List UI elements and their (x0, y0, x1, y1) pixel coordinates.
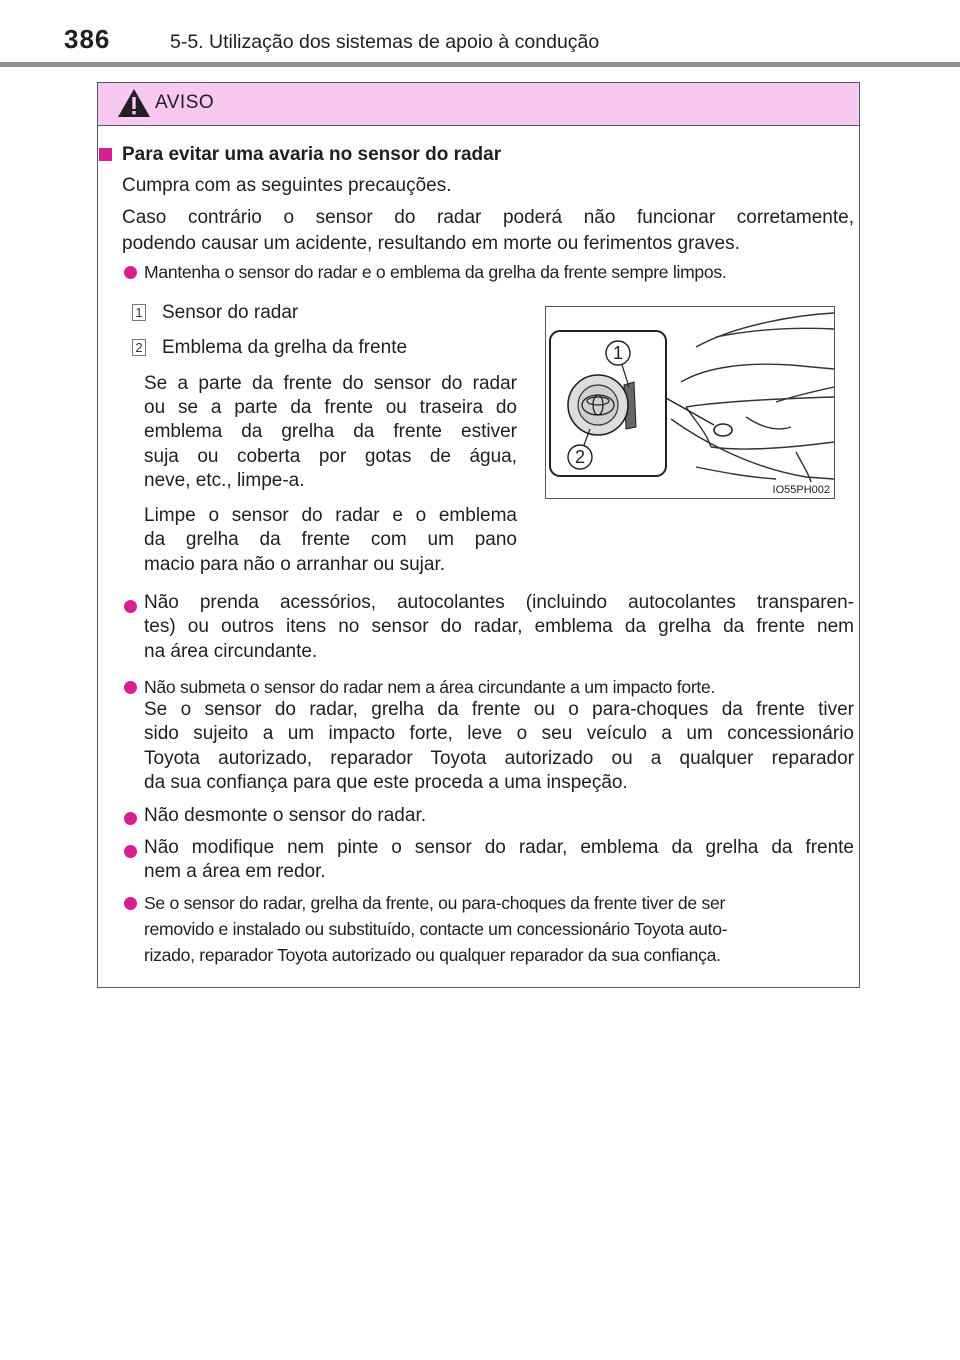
section-square-bullet (99, 148, 112, 161)
svg-text:1: 1 (612, 343, 624, 363)
clean-text-line-1: Limpe o sensor do radar e o emblema (144, 505, 517, 526)
legend-number-1: 1 (132, 304, 146, 321)
bullet-dot (124, 600, 137, 613)
image-code: IO55PH002 (772, 484, 830, 496)
bullet-removal-line-3: rizado, reparador Toyota autorizado ou qualquer reparador da sua confiança. (144, 945, 721, 965)
bullet-dot (124, 681, 137, 694)
header-divider (0, 62, 960, 67)
bullet-impact-line-2: Se o sensor do radar, grelha da frente ou o para-choques da frente tiver (144, 699, 854, 720)
bullet-impact-line-5: da sua confiança para que este proceda a uma inspeção. (144, 772, 628, 793)
dirty-text-line-4: suja ou coberta por gotas de água, (144, 446, 517, 467)
bullet-dot (124, 812, 137, 825)
section-title: 5-5. Utilização dos sistemas de apoio à condução (170, 31, 600, 53)
bullet-keep-clean: Mantenha o sensor do radar e o emblema da grelha da frente sempre limpos. (144, 262, 727, 282)
warning-header (98, 83, 859, 126)
bullet-impact-line-3: sido sujeito a um impacto forte, leve o seu veículo a um concessionário (144, 723, 854, 744)
intro-text-1: Cumpra com as seguintes precauções. (122, 175, 452, 196)
warning-triangle-icon (117, 88, 151, 118)
dirty-text-line-3: emblema da grelha da frente estiver (144, 421, 517, 442)
clean-text-line-2: da grelha da frente com um pano (144, 529, 517, 550)
bullet-accessories-line-2: tes) ou outros itens no sensor do radar, emblema da grelha da frente nem (144, 616, 854, 637)
intro-text-2-line-1: Caso contrário o sensor do radar poderá não funcionar corretamente, (122, 207, 854, 228)
svg-text:2: 2 (574, 447, 586, 467)
bullet-no-modify-line-1: Não modifique nem pinte o sensor do radar, emblema da grelha da frente (144, 837, 854, 858)
bullet-accessories-line-3: na área circundante. (144, 641, 318, 662)
dirty-text-line-1: Se a parte da frente do sensor do radar (144, 373, 517, 394)
bullet-dot (124, 266, 137, 279)
radar-sensor-illustration (545, 306, 835, 499)
bullet-impact-line-1: Não submeta o sensor do radar nem a área circundante a um impacto forte. (144, 677, 716, 697)
legend-label-radar-sensor: Sensor do radar (162, 302, 299, 323)
legend-label-grille-emblem: Emblema da grelha da frente (162, 337, 408, 358)
page-header (0, 0, 960, 70)
page-number: 386 (64, 24, 111, 54)
bullet-removal-line-1: Se o sensor do radar, grelha da frente, ou para-choques da frente tiver de ser (144, 893, 726, 913)
bullet-accessories-line-1: Não prenda acessórios, autocolantes (incluindo autocolantes transparen- (144, 592, 854, 613)
bullet-impact-line-4: Toyota autorizado, reparador Toyota autorizado ou a qualquer reparador (144, 748, 854, 769)
section-heading: Para evitar uma avaria no sensor do radar (122, 144, 502, 165)
bullet-no-modify-line-2: nem a área em redor. (144, 861, 326, 882)
clean-text-line-3: macio para não o arranhar ou sujar. (144, 554, 446, 575)
bullet-removal-line-2: removido e instalado ou substituído, contacte um concessionário Toyota auto- (144, 919, 728, 939)
intro-text-2-line-2: podendo causar um acidente, resultando em morte ou ferimentos graves. (122, 233, 740, 254)
bullet-dot (124, 897, 137, 910)
legend-number-2: 2 (132, 339, 146, 356)
warning-label: AVISO (155, 92, 215, 113)
dirty-text-line-5: neve, etc., limpe-a. (144, 470, 305, 491)
bullet-no-disassemble: Não desmonte o sensor do radar. (144, 805, 427, 826)
car-front-drawing (546, 307, 835, 499)
bullet-dot (124, 845, 137, 858)
dirty-text-line-2: ou se a parte da frente ou traseira do (144, 397, 517, 418)
